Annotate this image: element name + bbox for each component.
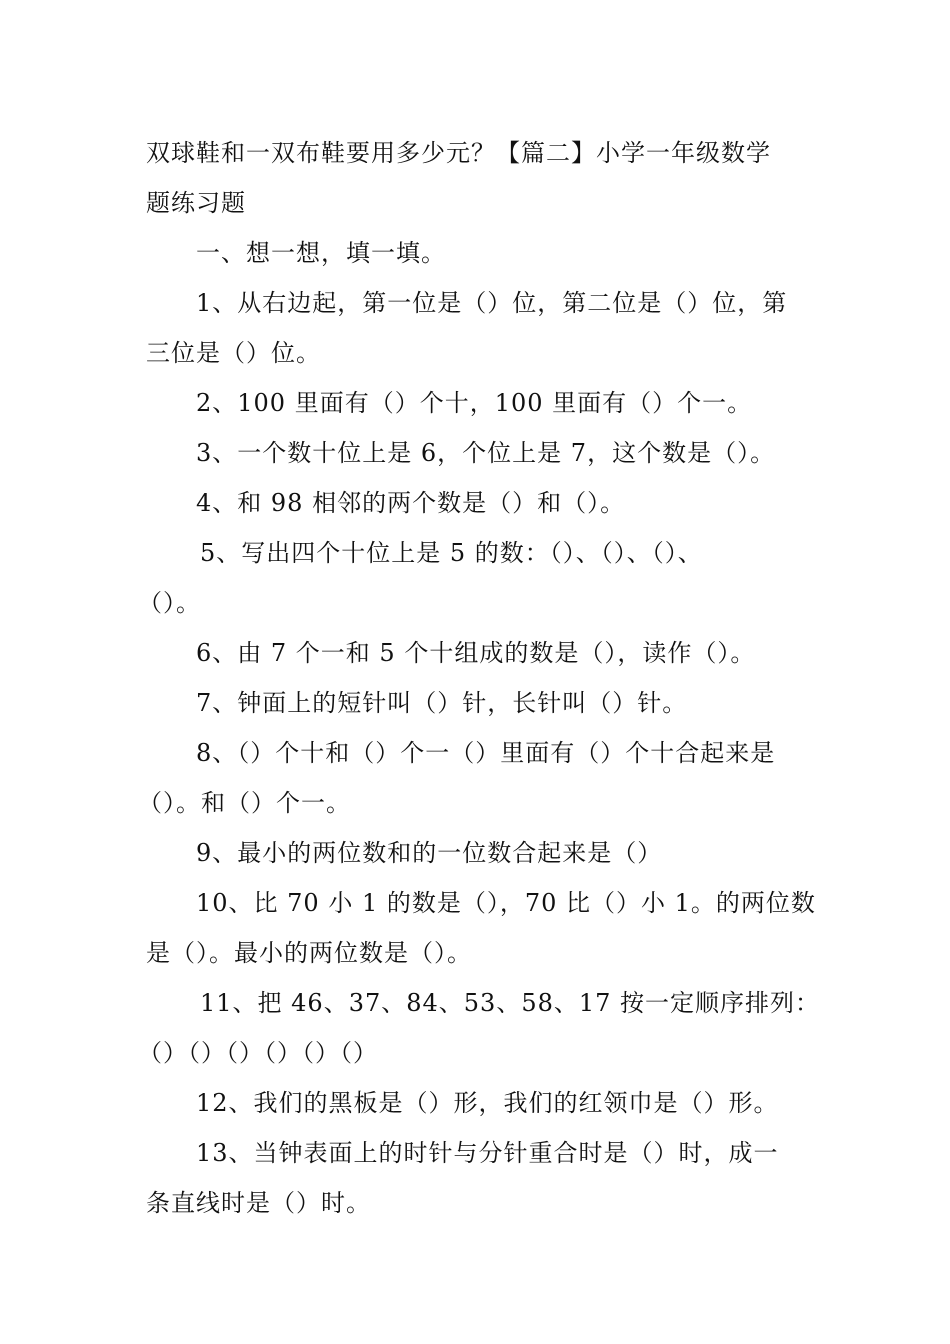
question-13-cont: 条直线时是（）时。	[146, 1189, 371, 1217]
question-1: 1、从右边起，第一位是（）位，第二位是（）位，第	[196, 289, 788, 317]
question-11-cont: （）（）（）（）（）（）	[138, 1039, 378, 1067]
question-2: 2、100 里面有（）个十，100 里面有（）个一。	[196, 389, 753, 417]
question-8: 8、（）个十和（）个一（）里面有（）个十合起来是	[196, 739, 776, 767]
question-7: 7、钟面上的短针叫（）针，长针叫（）针。	[196, 689, 688, 717]
question-12: 12、我们的黑板是（）形，我们的红领巾是（）形。	[196, 1089, 779, 1117]
question-6: 6、由 7 个一和 5 个十组成的数是（），读作（）。	[196, 639, 756, 667]
question-4: 4、和 98 相邻的两个数是（）和（）。	[196, 489, 626, 517]
text-line: 双球鞋和一双布鞋要用多少元？【篇二】小学一年级数学	[146, 139, 771, 167]
question-8-cont: （）。和（）个一。	[138, 789, 351, 817]
question-1-cont: 三位是（）位。	[146, 339, 321, 367]
section-heading: 一、想一想，填一填。	[196, 239, 446, 267]
document-body	[138, 128, 821, 1228]
question-11: 11、把 46、37、84、53、58、17 按一定顺序排列：	[200, 989, 821, 1017]
text-line: 题练习题	[146, 189, 246, 217]
question-10-cont: 是（）。最小的两位数是（）。	[146, 939, 472, 967]
question-9: 9、最小的两位数和的一位数合起来是（）	[196, 839, 663, 867]
question-5: 5、写出四个十位上是 5 的数：（）、（）、（）、	[200, 539, 703, 567]
question-5-cont: （）。	[138, 589, 201, 617]
question-3: 3、一个数十位上是 6，个位上是 7，这个数是（）。	[196, 439, 776, 467]
question-10: 10、比 70 小 1 的数是（），70 比（）小 1。的两位数	[196, 889, 816, 917]
question-13: 13、当钟表面上的时针与分针重合时是（）时，成一	[196, 1139, 779, 1167]
